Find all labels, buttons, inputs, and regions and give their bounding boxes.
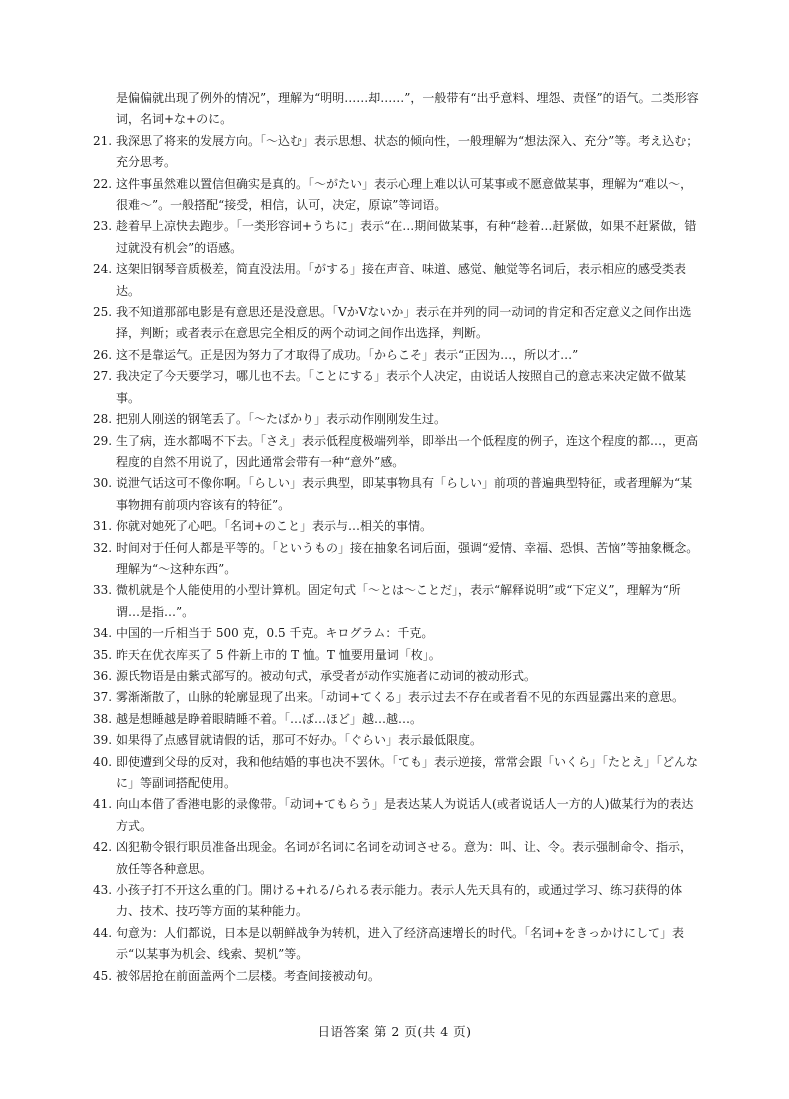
item-number: 24. [93, 262, 113, 277]
item-text: 雾渐渐散了，山脉的轮廓显现了出来。「动词+てくる」表示过去不存在或者看不见的东西显露出来的意思。 [116, 690, 685, 705]
item-number: 25. [93, 305, 113, 320]
answer-item [93, 966, 703, 987]
answer-item [93, 730, 703, 751]
item-number: 26. [93, 347, 113, 362]
answer-item [93, 923, 703, 966]
answer-item [93, 302, 703, 345]
item-text: 即使遭到父母的反对，我和他结婚的事也决不罢休。「ても」表示逆接，常常会跟「いくら」「たとえ」「どんなに」等副词搭配使用。 [116, 754, 699, 790]
item-number: 33. [93, 583, 113, 598]
answer-item [93, 409, 703, 430]
item-text: 如果得了点感冒就请假的话，那可不好办。「ぐらい」表示最低限度。 [116, 733, 483, 748]
answer-item [93, 752, 703, 795]
item-text: 昨天在优衣库买了 5 件新上市的 T 恤。T 恤要用量词「枚」。 [116, 647, 441, 662]
item-number: 36. [93, 668, 113, 683]
item-number: 40. [93, 754, 113, 769]
item-number: 30. [93, 476, 113, 491]
answer-item [93, 366, 703, 409]
item-text: 微机就是个人能使用的小型计算机。固定句式「～とは～ことだ」，表示“解释说明”或“下定义”，理解为“所谓…是指…”。 [116, 583, 681, 619]
item-text: 我深思了将来的发展方向。「～込む」表示思想、状态的倾向性，一般理解为“想法深入、充分”等。考え込む；充分思考。 [116, 133, 699, 170]
answer-item [93, 516, 703, 537]
item-text: 源氏物语是由紫式部写的。被动句式，承受者が动作实施者に动词的被动形式。 [116, 668, 537, 683]
item-number: 23. [93, 219, 113, 234]
item-number: 39. [93, 733, 113, 748]
answer-item [93, 131, 703, 174]
item-number: 34. [93, 626, 113, 641]
item-number: 37. [93, 690, 113, 705]
item-number: 28. [93, 412, 113, 427]
item-text: 这不是靠运气。正是因为努力了才取得了成功。「からこそ」表示“正因为…，所以才…” [116, 347, 579, 362]
answer-item [93, 880, 703, 923]
item-number: 21. [93, 133, 113, 148]
item-text: 我决定了今天要学习，哪儿也不去。「ことにする」表示个人决定，由说话人按照自己的意志来决定做不做某事。 [116, 369, 687, 405]
item-text: 生了病，连水都喝不下去。「さえ」表示低程度极端列举，即举出一个低程度的例子，连这个程度的都…，更高程度的自然不用说了，因此通常会带有一种“意外”感。 [116, 433, 699, 469]
answer-content [93, 88, 703, 987]
answer-list [93, 131, 703, 987]
item-text: 中国的一斤相当于 500 克，0.5 千克。キログラム：千克。 [116, 626, 434, 641]
item-number: 27. [93, 369, 113, 384]
item-number: 45. [93, 968, 113, 983]
page-footer: 日语答案 第 2 页(共 4 页) [317, 1024, 472, 1039]
item-number: 22. [93, 176, 113, 191]
answer-item [93, 259, 703, 302]
answer-item [93, 837, 703, 880]
answer-item [93, 794, 703, 837]
answer-item [93, 216, 703, 259]
item-text: 被邻居抢在前面盖两个二层楼。考查间接被动句。 [116, 968, 381, 983]
item-number: 38. [93, 711, 113, 726]
item-text: 凶犯勒令银行职员准备出现金。名词が名词に名词を动词させる。意为：叫、让、令。表示强制命令、指示，放任等各种意思。 [116, 840, 693, 876]
item-text: 时间对于任何人都是平等的。「というもの」接在抽象名词后面，强调“爱情、幸福、恐惧、苦恼”等抽象概念。理解为“～这种东西”。 [116, 540, 699, 576]
answer-item [93, 538, 703, 581]
item-number: 31. [93, 519, 113, 534]
item-text: 这架旧钢琴音质极差，简直没法用。「がする」接在声音、味道、感觉、触觉等名词后，表示相应的感受类表达。 [116, 262, 687, 298]
answer-item [93, 666, 703, 687]
answer-item [93, 709, 703, 730]
answer-item [93, 345, 703, 366]
item-text: 句意为：人们都说，日本是以朝鲜战争为转机，进入了经济高速增长的时代。「名词+をきっかけにして」表示“以某事为机会、线索、契机”等。 [116, 925, 685, 962]
item-text: 向山本借了香港电影的录像带。「动词+てもらう」是表达某人为说话人(或者说话人一方的人)做某行为的表达方式。 [116, 797, 694, 833]
item-text: 越是想睡越是睁着眼睛睡不着。「…ば…ほど」越…越…。 [116, 711, 423, 726]
answer-item [93, 687, 703, 708]
item-number: 32. [93, 540, 113, 555]
item-number: 41. [93, 797, 113, 812]
item-text: 我不知道那部电影是有意思还是没意思。「VかVないか」表示在并列的同一动词的肯定和否定意义之间作出选择，判断；或者表示在意思完全相反的两个动词之间作出选择，判断。 [116, 305, 692, 341]
item-text: 趁着早上凉快去跑步。「一类形容词+うちに」表示“在…期间做某事，有种“趁着…赶紧做，如果不赶紧做，错过就没有机会”的语感。 [116, 219, 697, 255]
item-number: 29. [93, 433, 113, 448]
item-text: 这件事虽然难以置信但确实是真的。「～がたい」表示心理上难以认可某事或不愿意做某事，理解为“难以～，很难～”。一般搭配“接受，相信，认可，决定，原谅”等词语。 [116, 176, 693, 213]
item-text: 说泄气话这可不像你啊。「らしい」表示典型，即某事物具有「らしい」前项的普遍典型特征，或者理解为“某事物拥有前项内容该有的特征”。 [116, 476, 693, 512]
answer-item [93, 174, 703, 217]
item-text: 你就对她死了心吧。「名词+のこと」表示与…相关的事情。 [116, 519, 433, 534]
item-number: 35. [93, 647, 113, 662]
answer-item [93, 431, 703, 474]
answer-item [93, 580, 703, 623]
item-text: 小孩子打不开这么重的门。開ける+れる/られる表示能力。表示人先天具有的，或通过学习、练习获得的体力、技术、技巧等方面的某种能力。 [116, 883, 683, 919]
continued-paragraph: 是偏偏就出现了例外的情况”，理解为“明明……却……”，一般带有“出乎意料、埋怨、责怪”的语气。二类形容词，名词+な+のに。 [116, 91, 699, 127]
item-number: 43. [93, 883, 113, 898]
answer-item [93, 473, 703, 516]
item-text: 把别人刚送的钢笔丢了。「～たばかり」表示动作刚刚发生过。 [116, 412, 447, 427]
item-number: 42. [93, 840, 113, 855]
answer-item [93, 623, 703, 644]
item-number: 44. [93, 925, 113, 940]
answer-item [93, 645, 703, 666]
